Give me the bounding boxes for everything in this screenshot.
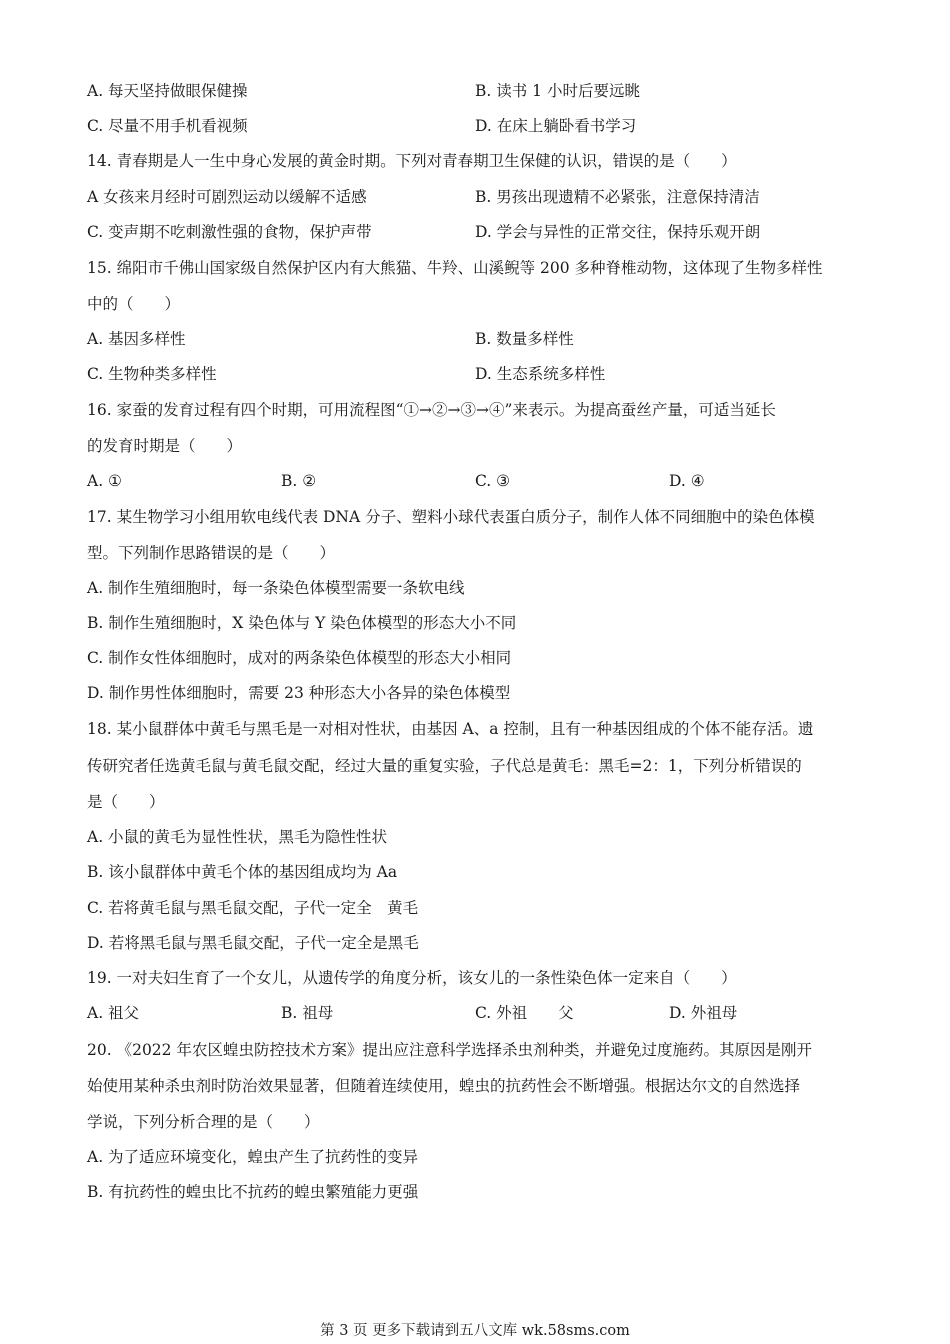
q20-option-a: A. 为了适应环境变化，蝗虫产生了抗药性的变异 (87, 1148, 419, 1166)
q15-option-c: C. 生物种类多样性 (87, 365, 217, 383)
q20-stem-line2: 始使用某种杀虫剂时防治效果显著，但随着连续使用，蝗虫的抗药性会不断增强。根据达尔文的自然选择 (87, 1077, 801, 1095)
q19-option-d: D. 外祖母 (669, 1004, 738, 1022)
q13-option-c: C. 尽量不用手机看视频 (87, 117, 248, 135)
q17-option-c: C. 制作女性体细胞时，成对的两条染色体模型的形态大小相同 (87, 649, 512, 667)
q18-option-c: C. 若将黄毛鼠与黑毛鼠交配，子代一定全 黄毛 (87, 899, 419, 917)
q18-stem-line3: 是（ ） (87, 793, 165, 811)
q20-stem-line3: 学说，下列分析合理的是（ ） (87, 1113, 320, 1131)
q16-option-b: B. ② (281, 472, 317, 490)
q16-option-d: D. ④ (669, 472, 705, 490)
q14-option-a: A 女孩来月经时可剧烈运动以缓解不适感 (87, 188, 367, 206)
q20-option-b: B. 有抗药性的蝗虫比不抗药的蝗虫繁殖能力更强 (87, 1183, 419, 1201)
q16-option-c: C. ③ (475, 472, 511, 490)
q16-stem-line1: 16. 家蚕的发育过程有四个时期，可用流程图“①→②→③→④”来表示。为提高蚕丝产量，可适当延长 (87, 401, 776, 419)
q17-stem-line2: 型。下列制作思路错误的是（ ） (87, 544, 336, 562)
q19-option-a: A. 祖父 (87, 1004, 140, 1022)
q18-stem-line2: 传研究者任选黄毛鼠与黄毛鼠交配，经过大量的重复实验，子代总是黄毛：黑毛=2：1，下列分析错误的 (87, 757, 802, 775)
q20-stem-line1: 20. 《2022 年农区蝗虫防控技术方案》提出应注意科学选择杀虫剂种类，并避免过度施药。其原因是刚开 (87, 1041, 812, 1059)
q17-option-b: B. 制作生殖细胞时，X 染色体与 Y 染色体模型的形态大小不同 (87, 614, 517, 632)
q15-stem-line1: 15. 绵阳市千佛山国家级自然保护区内有大熊猫、牛羚、山溪鲵等 200 多种脊椎动物，这体现了生物多样性 (87, 259, 823, 277)
q13-option-a: A. 每天坚持做眼保健操 (87, 82, 248, 100)
q14-stem: 14. 青春期是人一生中身心发展的黄金时期。下列对青春期卫生保健的认识，错误的是（ ） (87, 152, 737, 170)
q18-option-d: D. 若将黑毛鼠与黑毛鼠交配，子代一定全是黑毛 (87, 934, 419, 952)
q18-option-a: A. 小鼠的黄毛为显性性状，黑毛为隐性性状 (87, 828, 388, 846)
q16-stem-line2: 的发育时期是（ ） (87, 437, 243, 455)
q17-option-d: D. 制作男性体细胞时，需要 23 种形态大小各异的染色体模型 (87, 684, 511, 702)
q19-option-b: B. 祖母 (281, 1004, 334, 1022)
q15-option-a: A. 基因多样性 (87, 330, 186, 348)
q18-stem-line1: 18. 某小鼠群体中黄毛与黑毛是一对相对性状，由基因 A、a 控制，且有一种基因组成的个体不能存活。遗 (87, 720, 814, 738)
q15-option-d: D. 生态系统多样性 (475, 365, 606, 383)
q17-stem-line1: 17. 某生物学习小组用软电线代表 DNA 分子、塑料小球代表蛋白质分子，制作人体不同细胞中的染色体模 (87, 508, 815, 526)
q15-option-b: B. 数量多样性 (475, 330, 574, 348)
q19-option-c: C. 外祖 父 (475, 1004, 574, 1022)
page-footer: 第 3 页 更多下载请到五八文库 wk.58sms.com (320, 1323, 630, 1339)
q17-option-a: A. 制作生殖细胞时，每一条染色体模型需要一条软电线 (87, 579, 465, 597)
q18-option-b: B. 该小鼠群体中黄毛个体的基因组成均为 Aa (87, 863, 398, 881)
q13-option-d: D. 在床上躺卧看书学习 (475, 117, 637, 135)
q14-option-c: C. 变声期不吃刺激性强的食物，保护声带 (87, 223, 372, 241)
q19-stem: 19. 一对夫妇生育了一个女儿，从遗传学的角度分析，该女儿的一条性染色体一定来自（ ） (87, 969, 737, 987)
q13-option-b: B. 读书 1 小时后要远眺 (475, 82, 640, 100)
q16-option-a: A. ① (87, 472, 122, 490)
q14-option-b: B. 男孩出现遗精不必紧张，注意保持清洁 (475, 188, 760, 206)
q15-stem-line2: 中的（ ） (87, 295, 181, 313)
q14-option-d: D. 学会与异性的正常交往，保持乐观开朗 (475, 223, 761, 241)
